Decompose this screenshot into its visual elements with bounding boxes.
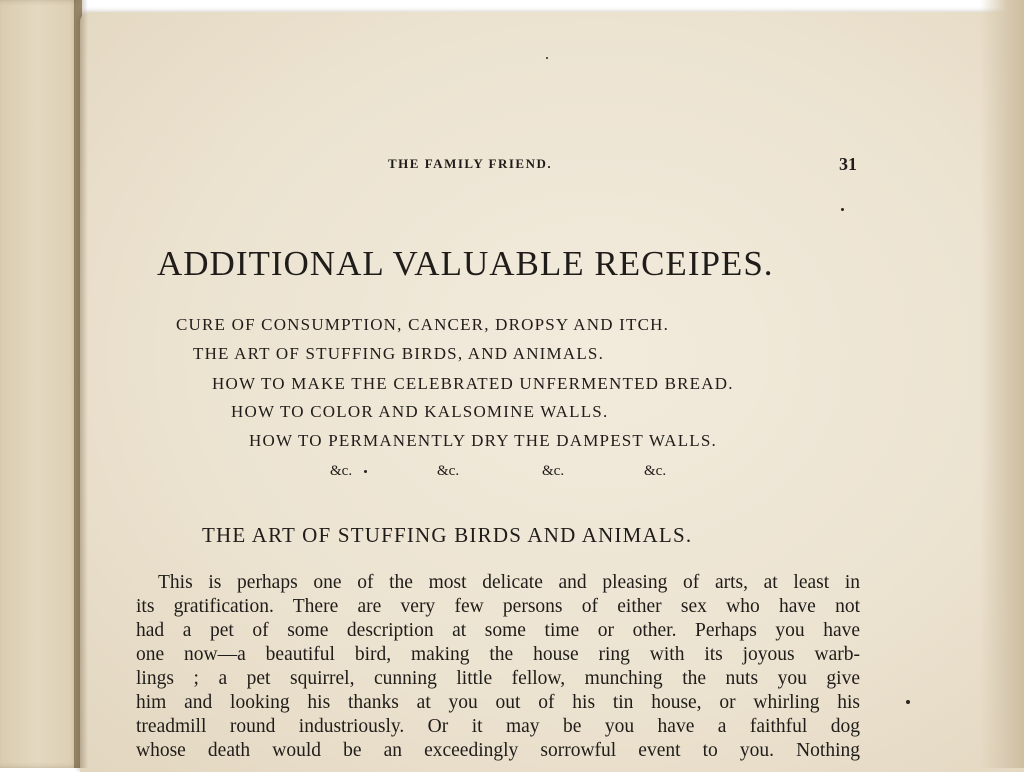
ink-speck	[841, 208, 844, 211]
body-text-line: him and looking his thanks at you out of his tin house, or whirling his	[136, 692, 860, 713]
ink-speck	[546, 57, 548, 59]
etc-marker: &c.	[542, 463, 565, 479]
contents-item: HOW TO MAKE THE CELEBRATED UNFERMENTED BREAD.	[212, 374, 734, 393]
contents-item: HOW TO PERMANENTLY DRY THE DAMPEST WALLS.	[249, 431, 717, 450]
ink-speck	[364, 470, 367, 473]
page-number: 31	[839, 154, 857, 174]
page-edge-right	[980, 0, 1024, 768]
left-page-edge	[0, 0, 82, 768]
etc-marker: &c.	[330, 463, 353, 479]
etc-marker: &c.	[437, 463, 460, 479]
etc-marker: &c.	[644, 463, 667, 479]
contents-item: CURE OF CONSUMPTION, CANCER, DROPSY AND ITCH.	[176, 315, 670, 334]
running-head: THE FAMILY FRIEND.	[388, 156, 553, 171]
body-text-line: its gratification. There are very few persons of either sex who have not	[136, 596, 860, 617]
section-heading: THE ART OF STUFFING BIRDS AND ANIMALS.	[202, 523, 693, 547]
body-text-line: had a pet of some description at some time or other. Perhaps you have	[136, 620, 860, 641]
body-text-line: treadmill round industriously. Or it may be you have a faithful dog	[136, 716, 860, 737]
contents-item: HOW TO COLOR AND KALSOMINE WALLS.	[231, 402, 609, 421]
body-text-line: whose death would be an exceedingly sorrowful event to you. Nothing	[136, 740, 860, 761]
body-text-line: This is perhaps one of the most delicate and pleasing of arts, at least in	[158, 572, 860, 593]
main-heading: ADDITIONAL VALUABLE RECEIPES.	[157, 244, 774, 283]
body-text-line: one now—a beautiful bird, making the house ring with its joyous warb-	[136, 644, 860, 665]
contents-item: THE ART OF STUFFING BIRDS, AND ANIMALS.	[193, 344, 605, 363]
body-text-line: lings ; a pet squirrel, cunning little fellow, munching the nuts you give	[136, 668, 860, 689]
ink-speck	[906, 700, 910, 704]
book-gutter	[74, 0, 88, 768]
